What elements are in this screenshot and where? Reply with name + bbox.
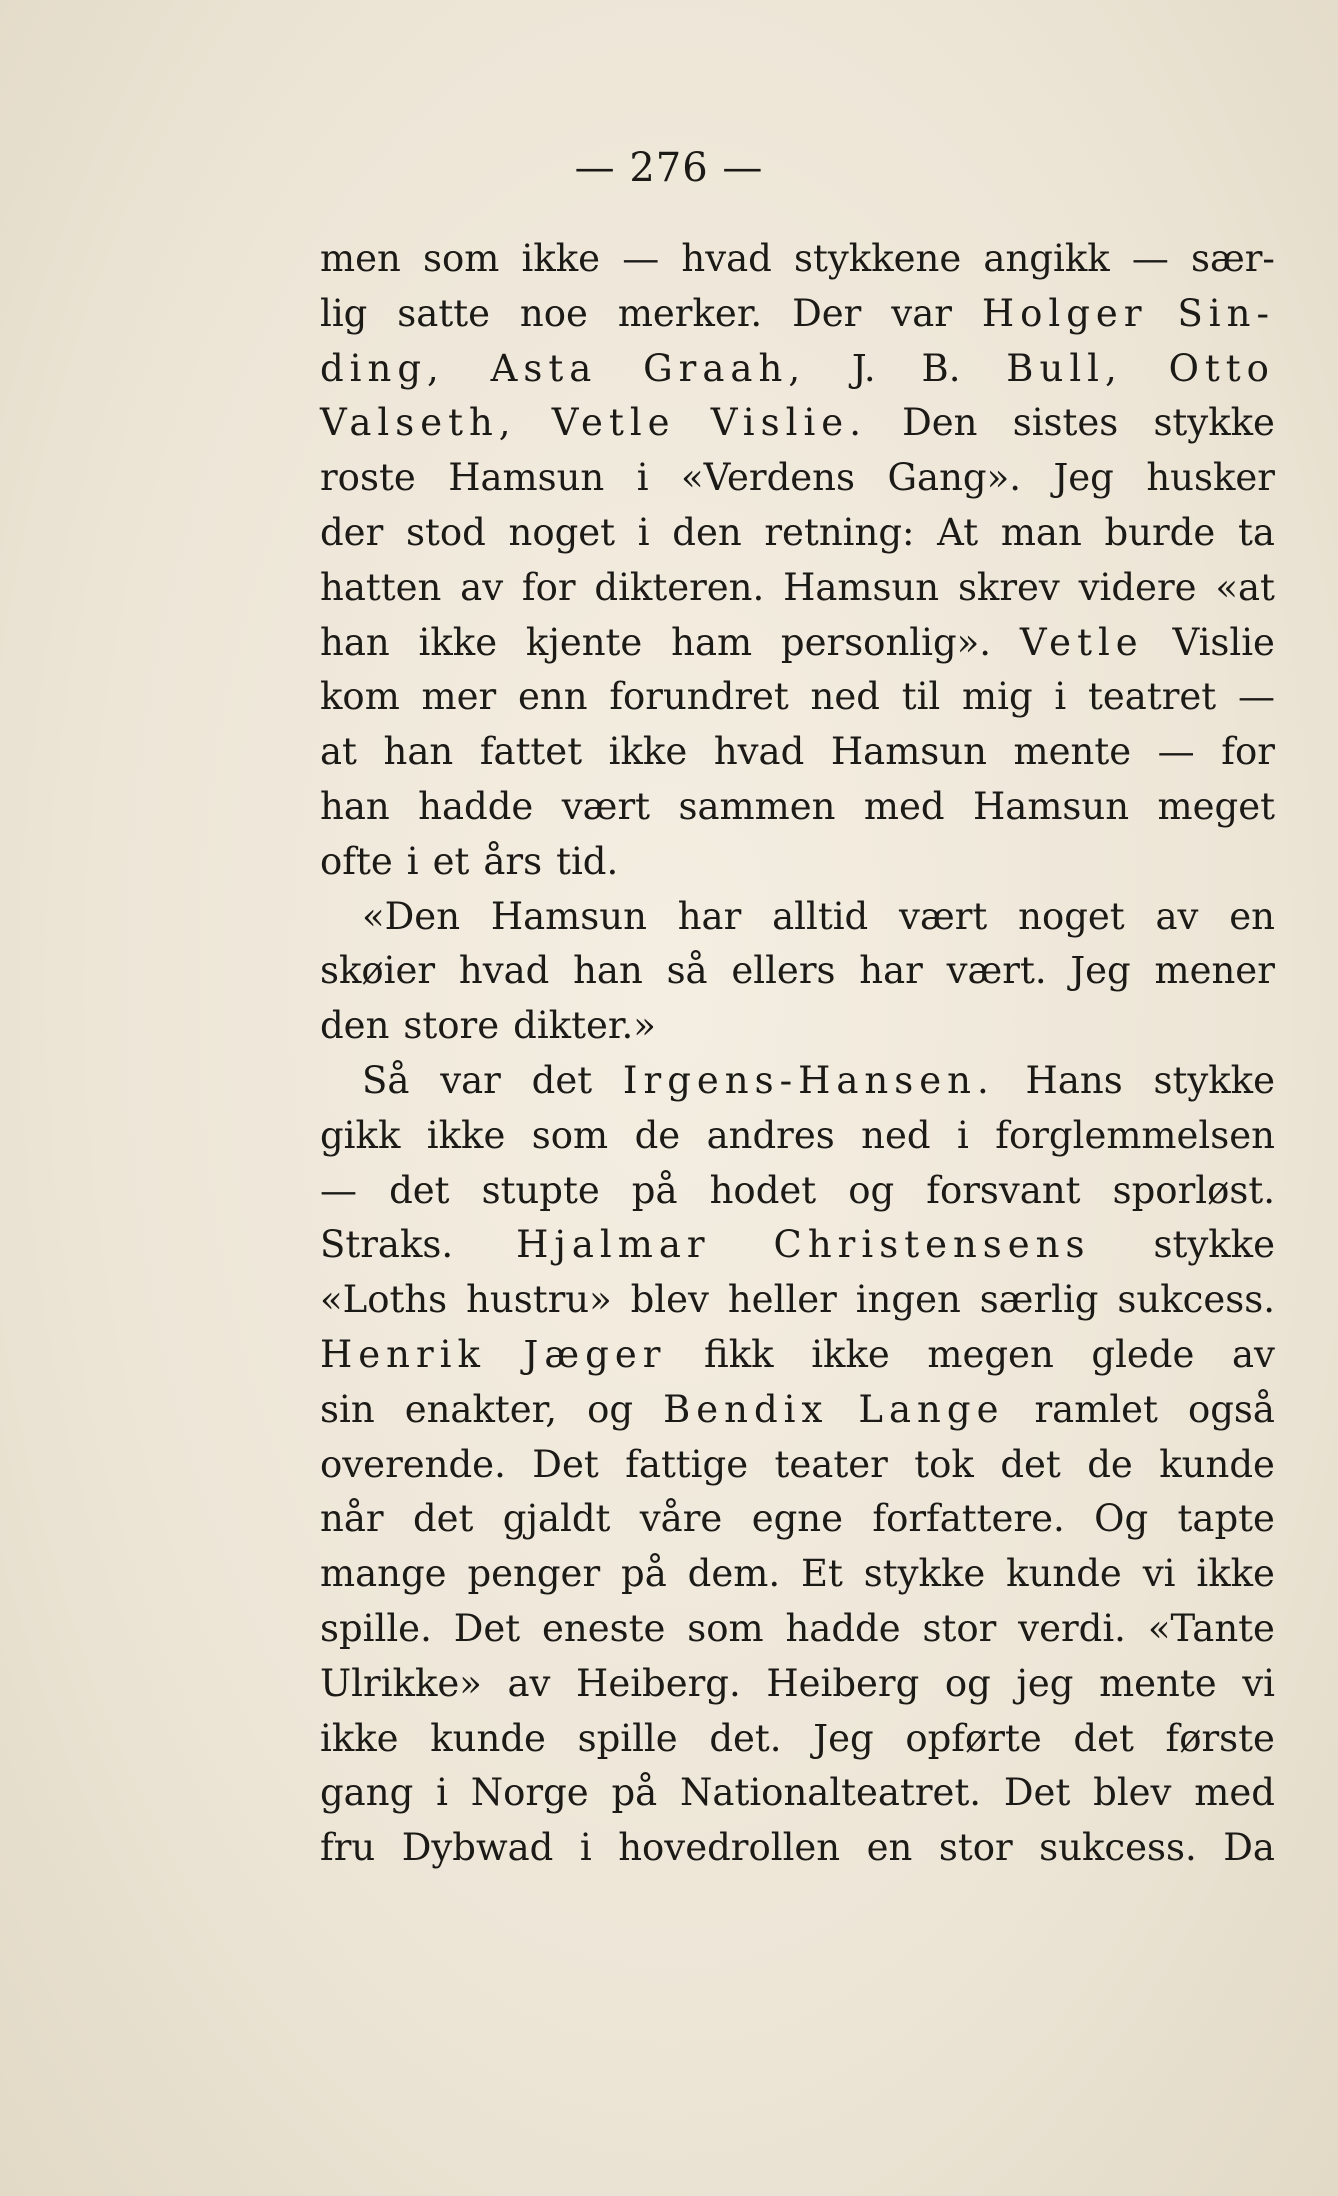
word: og (848, 1168, 895, 1212)
word: ellers (731, 949, 836, 993)
word: det (531, 1058, 593, 1102)
word: Asta (490, 346, 598, 390)
word: kjente (525, 620, 643, 664)
text-line (320, 670, 1275, 725)
word: Hamsun (490, 894, 647, 938)
word: egne (751, 1497, 843, 1541)
word: stykkene (794, 237, 962, 280)
word: dem. (687, 1552, 781, 1596)
word: stykke (1153, 401, 1275, 445)
word: Hjalmar (516, 1223, 711, 1267)
text-line (320, 451, 1275, 506)
word: ta (1237, 510, 1275, 554)
word: Lange (858, 1387, 1005, 1431)
word: kunde (430, 1716, 546, 1760)
word: stor (938, 1826, 1013, 1870)
word: noget (1018, 894, 1125, 938)
text-line (320, 944, 1275, 999)
word: mente (1013, 730, 1132, 774)
word: meget (1157, 784, 1275, 828)
word: Jeg (1070, 949, 1131, 993)
word: Jeg (1053, 456, 1114, 500)
word: Gang». (887, 456, 1021, 500)
word: et (432, 839, 470, 883)
word: forglemmelsen (995, 1113, 1275, 1157)
word: sukcess. (1117, 1278, 1275, 1322)
word: våre (639, 1497, 723, 1541)
word: angikk (983, 237, 1110, 280)
word: Hans (1025, 1058, 1123, 1102)
word: de (1087, 1442, 1133, 1486)
word: «Den (362, 894, 461, 938)
word: hadde (418, 784, 534, 828)
word: teatret (1088, 675, 1217, 719)
word: ding, (320, 346, 445, 390)
word: videre (1078, 565, 1197, 609)
word: Det (1003, 1771, 1071, 1815)
word: kunde (1006, 1552, 1122, 1596)
word: har (677, 894, 742, 938)
text-line (320, 1657, 1275, 1712)
word: enn (517, 675, 588, 719)
text-line (320, 1218, 1275, 1273)
word: den (320, 1004, 390, 1048)
word: vært (899, 894, 988, 938)
word: mener (1154, 949, 1275, 993)
text-line (320, 1054, 1275, 1109)
word: Dybwad (401, 1826, 554, 1870)
word: skøier (320, 949, 436, 993)
word: — (1131, 237, 1169, 280)
word: Christensens (773, 1223, 1091, 1267)
word: stor (922, 1606, 997, 1650)
word: ikke (811, 1332, 890, 1376)
word: med (863, 784, 945, 828)
word: Vislie. (710, 401, 867, 445)
word: personlig». (780, 620, 992, 664)
word: hvad (458, 949, 550, 993)
word: ikke (426, 1113, 506, 1157)
word: sin (320, 1387, 375, 1431)
word: ikke (608, 730, 688, 774)
word: mente (1099, 1661, 1217, 1705)
word: forfattere. (872, 1497, 1065, 1541)
text-line (320, 506, 1275, 561)
word: Der (792, 291, 862, 335)
word: sær- (1190, 237, 1275, 280)
text-line (320, 287, 1275, 342)
word: jeg (1016, 1661, 1074, 1705)
word: det (1073, 1716, 1134, 1760)
text-line (320, 616, 1275, 671)
word: Det (532, 1442, 599, 1486)
word: gang (320, 1771, 414, 1815)
word: Bull, (1006, 346, 1123, 390)
word: det. (709, 1716, 782, 1760)
word: stykke (1153, 1223, 1275, 1267)
word: forundret (609, 675, 789, 719)
word: B. (921, 346, 961, 390)
word: vi (1142, 1552, 1176, 1596)
word: hadde (785, 1606, 901, 1650)
word: Graah, (643, 346, 807, 390)
word: han (573, 949, 643, 993)
word: megen (927, 1332, 1054, 1376)
word: hodet (709, 1168, 817, 1212)
word: verdi. (1018, 1606, 1126, 1650)
word: Henrik (320, 1332, 486, 1376)
word: Heiberg (766, 1661, 920, 1705)
word: ofte (320, 839, 393, 883)
word: av (460, 565, 504, 609)
word: — (1237, 675, 1275, 719)
word: Den (902, 401, 978, 445)
word: burde (1104, 510, 1216, 554)
word: alltid (772, 894, 869, 938)
word: «at (1215, 565, 1275, 609)
word: fikk (704, 1332, 774, 1376)
word: penger (467, 1552, 601, 1596)
text-line (320, 1712, 1275, 1767)
word: de (634, 1113, 681, 1157)
text-line (320, 999, 1275, 1054)
word: han (320, 620, 390, 664)
word: med (1194, 1771, 1275, 1815)
word: det (1000, 1442, 1061, 1486)
word: kom (320, 675, 400, 719)
word: på (621, 1552, 667, 1596)
word: spille. (320, 1606, 432, 1650)
word: ned (861, 1113, 931, 1157)
word: Valseth, (320, 401, 517, 445)
word: Jeg (813, 1716, 874, 1760)
text-line (320, 1602, 1275, 1657)
word: var (891, 291, 952, 335)
word: roste (320, 456, 416, 500)
word: første (1165, 1716, 1275, 1760)
text-line (320, 725, 1275, 780)
word: fattet (479, 730, 583, 774)
word: sistes (1012, 401, 1119, 445)
word: tapte (1177, 1497, 1275, 1541)
word: som (422, 237, 500, 280)
word: skrev (957, 565, 1060, 609)
word: Vetle (1019, 620, 1144, 664)
word: Hamsun (973, 784, 1130, 828)
word: ikke (521, 237, 601, 280)
word: gjaldt (502, 1497, 611, 1541)
word: J. (851, 346, 876, 390)
word: Irgens-Hansen. (622, 1058, 995, 1102)
word: men (320, 237, 401, 280)
word: og (587, 1387, 634, 1431)
text-line (320, 1273, 1275, 1328)
word: forsvant (926, 1168, 1081, 1212)
text-line (320, 1109, 1275, 1164)
word: enakter, (404, 1387, 558, 1431)
word: av (1232, 1332, 1275, 1376)
text-line (320, 835, 1275, 890)
word: teater (774, 1442, 888, 1486)
word: ikke (418, 620, 498, 664)
word: han (383, 730, 454, 774)
word: ned (810, 675, 880, 719)
word: lig (320, 291, 368, 335)
text-line (320, 780, 1275, 835)
word: fattige (625, 1442, 749, 1486)
word: eneste (542, 1606, 666, 1650)
word: sukcess. (1039, 1826, 1197, 1870)
word: også (1187, 1387, 1275, 1431)
text-line (320, 1328, 1275, 1383)
word: en (866, 1826, 913, 1870)
word: Og (1094, 1497, 1149, 1541)
word: — (320, 1168, 357, 1212)
word: at (320, 730, 357, 774)
word: heller (727, 1278, 837, 1322)
word: stupte (481, 1168, 600, 1212)
word: hustru» (466, 1278, 612, 1322)
word: som (531, 1113, 609, 1157)
word: i (579, 1826, 592, 1870)
word: hovedrollen (618, 1826, 841, 1870)
word: Ulrikke» (320, 1661, 482, 1705)
word: i (637, 510, 650, 554)
word: Vislie (1172, 620, 1275, 664)
word: andres (706, 1113, 835, 1157)
text-line (320, 1547, 1275, 1602)
word: «Verdens (681, 456, 855, 500)
word: på (631, 1168, 678, 1212)
word: — (1157, 730, 1195, 774)
word: tok (914, 1442, 974, 1486)
word: og (944, 1661, 991, 1705)
word: satte (397, 291, 490, 335)
word: husker (1146, 456, 1275, 500)
text-line (320, 1438, 1275, 1493)
word: vi (1242, 1661, 1275, 1705)
word: han (320, 784, 390, 828)
word: overende. (320, 1442, 506, 1486)
text-line (320, 890, 1275, 945)
word: til (901, 675, 941, 719)
word: noget (508, 510, 616, 554)
word: dikter.» (513, 1004, 656, 1048)
word: store (403, 1004, 500, 1048)
word: Norge (470, 1771, 589, 1815)
word: Heiberg. (576, 1661, 741, 1705)
word: sammen (678, 784, 836, 828)
text-line (320, 1766, 1275, 1821)
word: Så (362, 1058, 410, 1102)
word: mer (421, 675, 497, 719)
word: mig (962, 675, 1033, 719)
word: en (1229, 894, 1275, 938)
word: hvad (713, 730, 805, 774)
word: års (483, 839, 543, 883)
word: av (507, 1661, 551, 1705)
word: den (672, 510, 742, 554)
word: stod (405, 510, 486, 554)
word: Nationalteatret. (680, 1771, 982, 1815)
word: for (521, 565, 576, 609)
word: på (611, 1771, 658, 1815)
word: i (957, 1113, 969, 1157)
word: ikke (320, 1716, 399, 1760)
word: hvad (681, 237, 772, 280)
word: stykke (1153, 1058, 1275, 1102)
text-line (320, 1383, 1275, 1438)
word: stykke (863, 1552, 986, 1596)
word: gikk (320, 1113, 401, 1157)
word: «Loths (320, 1278, 448, 1322)
word: dikteren. (594, 565, 765, 609)
word: Vetle (551, 401, 676, 445)
word: Jæger (523, 1332, 667, 1376)
word: Holger (981, 291, 1148, 335)
word: av (1155, 894, 1199, 938)
word: det (389, 1168, 450, 1212)
word: — (622, 237, 660, 280)
word: i (406, 839, 419, 883)
word: glede (1091, 1332, 1195, 1376)
word: har (859, 949, 923, 993)
text-line (320, 232, 1275, 287)
word: opførte (905, 1716, 1042, 1760)
word: i (436, 1771, 448, 1815)
word: ingen (855, 1278, 961, 1322)
word: spille (577, 1716, 678, 1760)
word: sporløst. (1112, 1168, 1275, 1212)
word: mange (320, 1552, 447, 1596)
word: ramlet (1034, 1387, 1158, 1431)
word: så (666, 949, 708, 993)
word: kunde (1159, 1442, 1275, 1486)
word: i (1054, 675, 1067, 719)
word: man (1000, 510, 1082, 554)
word: særlig (979, 1278, 1099, 1322)
text-line (320, 1164, 1275, 1219)
word: Hamsun (783, 565, 940, 609)
word: i (636, 456, 649, 500)
word: vært (561, 784, 651, 828)
word: Sin- (1177, 291, 1275, 335)
word: blev (1093, 1771, 1172, 1815)
word: fru (320, 1826, 376, 1870)
text-line (320, 561, 1275, 616)
word: Straks. (320, 1223, 454, 1267)
word: «Tante (1147, 1606, 1275, 1650)
text-line (320, 396, 1275, 451)
word: som (687, 1606, 764, 1650)
word: det (412, 1497, 474, 1541)
word: Otto (1168, 346, 1275, 390)
word: merker. (617, 291, 763, 335)
text-line (320, 1821, 1275, 1876)
word: når (320, 1497, 384, 1541)
word: Hamsun (448, 456, 605, 500)
word: var (440, 1058, 501, 1102)
word: retning: (764, 510, 915, 554)
word: At (937, 510, 979, 554)
word: Hamsun (830, 730, 987, 774)
word: tid. (556, 839, 619, 883)
word: ham (671, 620, 753, 664)
word: Et (801, 1552, 843, 1596)
body-text (320, 232, 1275, 1876)
text-line (320, 342, 1275, 397)
page-number: — 276 — (574, 145, 764, 191)
word: vært. (946, 949, 1047, 993)
word: Da (1223, 1826, 1275, 1870)
word: hatten (320, 565, 442, 609)
text-line (320, 1492, 1275, 1547)
word: for (1221, 730, 1275, 774)
word: noe (519, 291, 588, 335)
word: der (320, 510, 384, 554)
word: Det (453, 1606, 521, 1650)
word: ikke (1196, 1552, 1275, 1596)
word: blev (630, 1278, 709, 1322)
word: Bendix (663, 1387, 829, 1431)
